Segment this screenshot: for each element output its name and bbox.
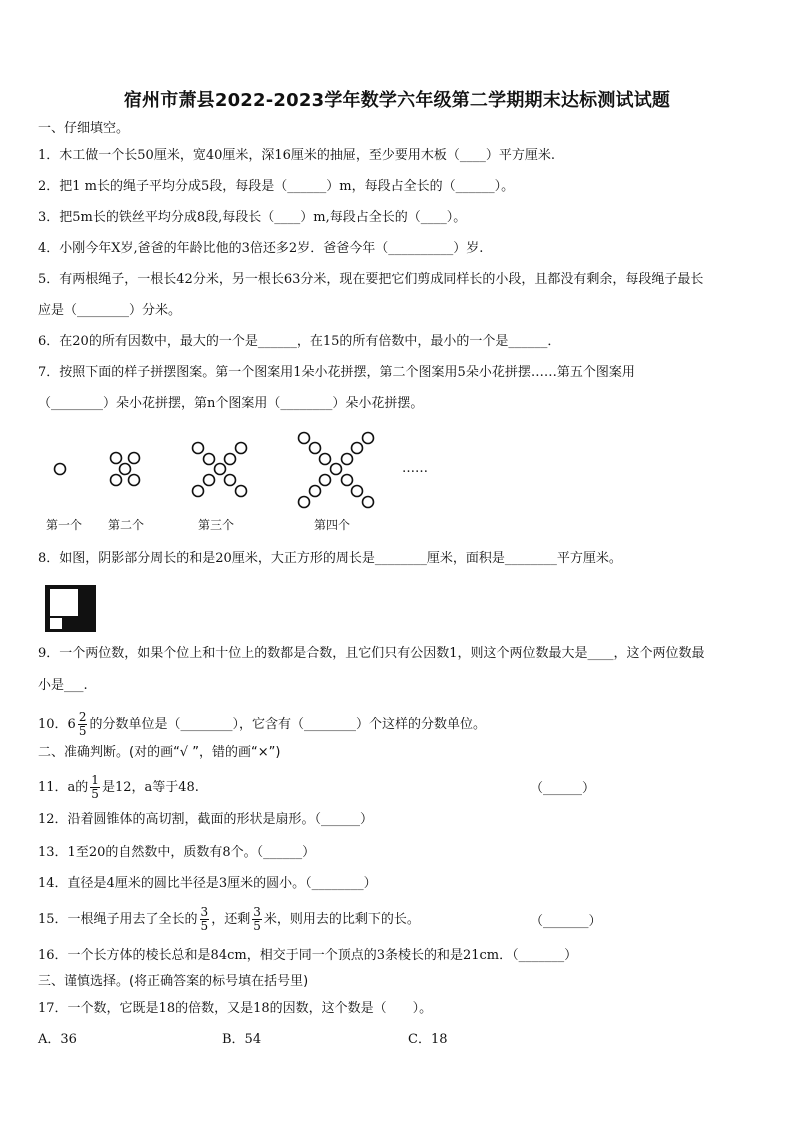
question-7-line-2: （________）朵小花拼摆，第n个图案用（________）朵小花拼摆。 xyxy=(38,396,424,411)
flower-icon xyxy=(120,464,131,475)
question-16: 16．一个长方体的棱长总和是84cm，相交于同一个顶点的3条棱长的和是21cm．（_______） xyxy=(38,948,578,963)
question-4: 4．小刚今年X岁,爸爸的年龄比他的3倍还多2岁．爸爸今年（__________）岁. xyxy=(38,241,484,256)
question-11 xyxy=(38,774,199,801)
flower-icon xyxy=(193,443,204,454)
section-heading-3: 三、谨慎选择。(将正确答案的标号填在括号里) xyxy=(38,974,309,989)
question-5-line-1: 5．有两根绳子，一根长42分米，另一根长63分米，现在要把它们剪成同样长的小段，且都没有剩余，每段绳子最长 xyxy=(38,272,704,287)
flower-icon xyxy=(204,454,215,465)
option-a: A．36 xyxy=(38,1032,77,1047)
flower-icon xyxy=(129,453,140,464)
flower-icon xyxy=(236,443,247,454)
flower-icon xyxy=(225,454,236,465)
flower-icon xyxy=(320,475,331,486)
question-15-suffix: 米，则用去的比剩下的长。 xyxy=(263,912,420,927)
question-6: 6．在20的所有因数中，最大的一个是______，在15的所有倍数中，最小的一个是______． xyxy=(38,334,561,349)
flower-icon xyxy=(215,464,226,475)
question-14: 14．直径是4厘米的圆比半径是3厘米的圆小。（________） xyxy=(38,876,377,891)
fraction xyxy=(78,711,88,738)
flower-icon xyxy=(129,475,140,486)
question-17: 17．一个数，它既是18的倍数，又是18的因数，这个数是（ ）。 xyxy=(38,1001,433,1016)
question-9-line-1: 9．一个两位数，如果个位上和十位上的数都是合数，且它们只有公因数1，则这个两位数最大是____，这个两位数最 xyxy=(38,646,705,661)
flower-icon xyxy=(111,475,122,486)
question-8: 8．如图，阴影部分周长的和是20厘米，大正方形的周长是________厘米，面积是________平方厘米。 xyxy=(38,551,622,566)
flower-icon xyxy=(299,497,310,508)
flower-icon xyxy=(193,486,204,497)
question-13: 13．1至20的自然数中，质数有8个。（______） xyxy=(38,845,316,860)
question-2: 2．把1 m长的绳子平均分成5段，每段是（______）m，每段占全长的（______）。 xyxy=(38,179,515,194)
question-3: 3．把5m长的铁丝平均分成8段,每段长（____）m,每段占全长的（____）。 xyxy=(38,210,467,225)
fraction-denominator: 5 xyxy=(253,919,261,933)
flower-icon xyxy=(111,453,122,464)
question-11-prefix: 11．a的 xyxy=(38,780,89,795)
flower-icon xyxy=(331,464,342,475)
flower-icon xyxy=(55,464,66,475)
flower-icon xyxy=(320,454,331,465)
fraction-numerator: 2 xyxy=(78,710,87,724)
figure-label-1: 第一个 xyxy=(46,518,83,532)
square-figure xyxy=(44,584,98,634)
answer-blank-15: （_______） xyxy=(530,914,602,929)
question-5-line-2: 应是（________）分米。 xyxy=(38,303,182,318)
figure-label-2: 第二个 xyxy=(108,518,145,532)
question-12: 12．沿着圆锥体的高切割，截面的形状是扇形。（______） xyxy=(38,812,374,827)
fraction-numerator: 3 xyxy=(200,905,209,919)
flower-icon xyxy=(225,475,236,486)
question-10-prefix: 10．6 xyxy=(38,717,76,732)
page-title: 宿州市萧县2022-2023学年数学六年级第二学期期末达标测试试题 xyxy=(123,90,671,111)
fraction xyxy=(90,774,100,801)
fraction-denominator: 5 xyxy=(200,919,209,933)
figure-label-3: 第三个 xyxy=(198,518,235,532)
question-1: 1．木工做一个长50厘米，宽40厘米，深16厘米的抽屉，至少要用木板（____）平方厘米. xyxy=(38,148,556,163)
flower-icon xyxy=(363,497,374,508)
figure-label-4: 第四个 xyxy=(314,518,351,532)
question-15-prefix: 15．一根绳子用去了全长的 xyxy=(38,912,198,927)
flower-icon xyxy=(352,486,363,497)
flower-pattern-figure xyxy=(40,425,440,515)
pattern-ellipsis: …… xyxy=(402,461,428,476)
flower-icon xyxy=(342,475,353,486)
section-heading-1: 一、仔细填空。 xyxy=(38,121,130,136)
question-11-suffix: 是12，a等于48. xyxy=(101,780,199,795)
flower-icon xyxy=(299,433,310,444)
fraction xyxy=(200,906,210,933)
fraction-denominator: 5 xyxy=(91,787,99,801)
question-7-line-1: 7．按照下面的样子拼摆图案。第一个图案用1朵小花拼摆，第二个图案用5朵小花拼摆……第五个图案用 xyxy=(38,365,635,380)
flower-icon xyxy=(310,443,321,454)
flower-icon xyxy=(352,443,363,454)
fraction-numerator: 3 xyxy=(253,905,261,919)
flower-icon xyxy=(363,433,374,444)
question-15-middle: ，还剩 xyxy=(211,912,251,927)
question-10 xyxy=(38,711,486,738)
fraction xyxy=(252,906,262,933)
answer-blank-11: （______） xyxy=(530,781,596,796)
fraction-numerator: 1 xyxy=(91,773,99,787)
question-15 xyxy=(38,906,420,933)
flower-icon xyxy=(342,454,353,465)
flower-icon xyxy=(310,486,321,497)
flower-icon xyxy=(204,475,215,486)
question-10-suffix: 的分数单位是（________），它含有（________）个这样的分数单位。 xyxy=(89,717,486,732)
section-heading-2: 二、准确判断。(对的画“√ ”，错的画“×”) xyxy=(38,745,281,760)
option-b: B．54 xyxy=(222,1032,262,1047)
option-c: C．18 xyxy=(408,1032,448,1047)
fraction-denominator: 5 xyxy=(78,724,87,738)
question-9-line-2: 小是___. xyxy=(38,678,88,693)
flower-icon xyxy=(236,486,247,497)
